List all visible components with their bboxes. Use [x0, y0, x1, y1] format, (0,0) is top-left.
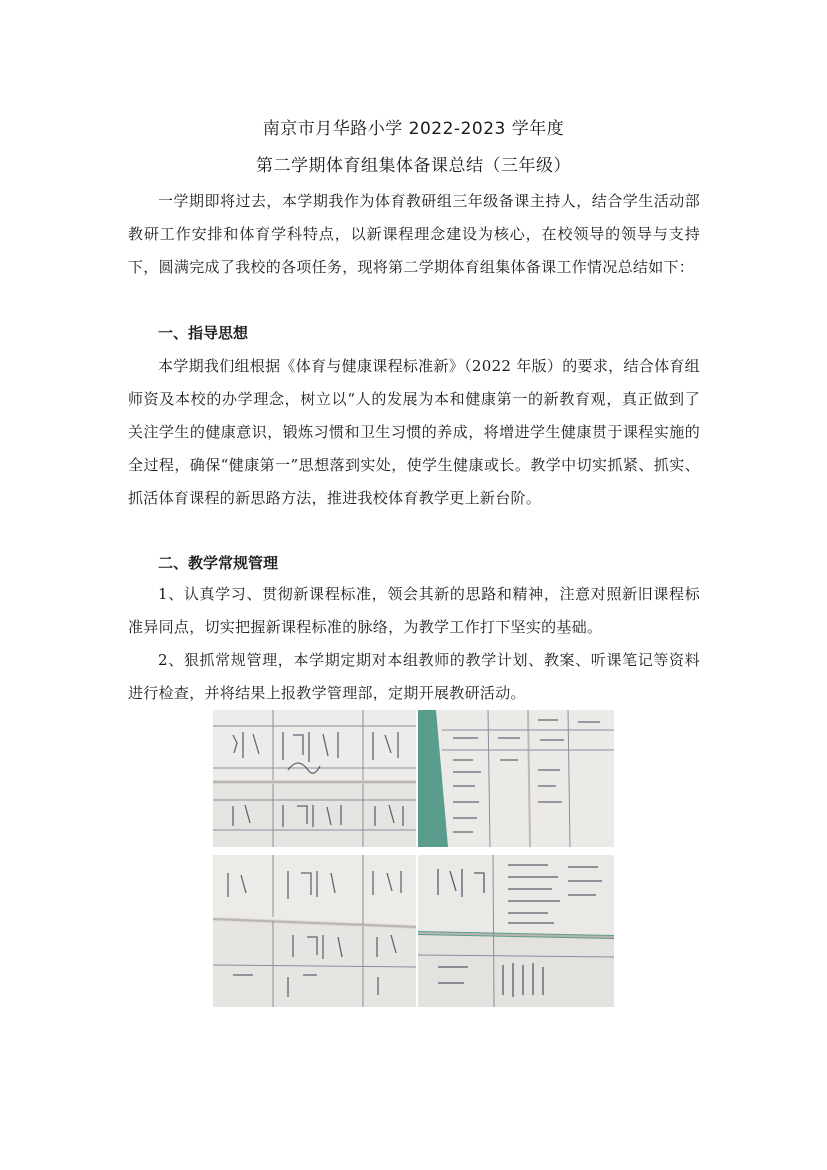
lesson-plan-photo-3	[213, 855, 416, 1007]
photo-collage	[213, 710, 614, 1007]
document-title: 南京市月华路小学 2022-2023 学年度	[262, 119, 565, 139]
section1-heading: 一、指导思想	[158, 324, 249, 342]
section2-heading: 二、教学常规管理	[158, 554, 279, 572]
lesson-plan-photo-2	[418, 710, 614, 847]
section1-paragraph: 本学期我们组根据《体育与健康课程标准新》（2022 年版）的要求，结合体育组师资及本校的办学理念，树立以“人的发展为本和健康第一的新教育观，真正做到了关注学生的健康意识，锻炼习惯和卫生习惯的养成，将增进学生健康贯于课程实施的全过程，确保“健康第一”思想落到实处，使学生健康或长。教学中切实抓紧、抓实、抓活体育课程的新思路方法，推进我校体育教学更上新台阶。	[128, 357, 700, 507]
lesson-plan-photo-4	[418, 855, 614, 1007]
intro-paragraph: 一学期即将过去，本学期我作为体育教研组三年级备课主持人，结合学生活动部教研工作安排和体育学科特点，以新课程理念建设为核心，在校领导的领导与支持下，圆满完成了我校的各项任务，现将第二学期体育组集体备课工作情况总结如下：	[128, 192, 700, 276]
list-item-2: 2、狠抓常规管理，本学期定期对本组教师的教学计划、教案、听课笔记等资料进行检查，并将结果上报教学管理部，定期开展教研活动。	[128, 651, 700, 702]
lesson-plan-photo-1	[213, 710, 416, 847]
document-subtitle: 第二学期体育组集体备课总结（三年级）	[256, 156, 571, 176]
list-item-1: 1、认真学习、贯彻新课程标准，领会其新的思路和精神，注意对照新旧课程标准异同点，切实把握新课程标准的脉络，为教学工作打下坚实的基础。	[128, 585, 700, 636]
